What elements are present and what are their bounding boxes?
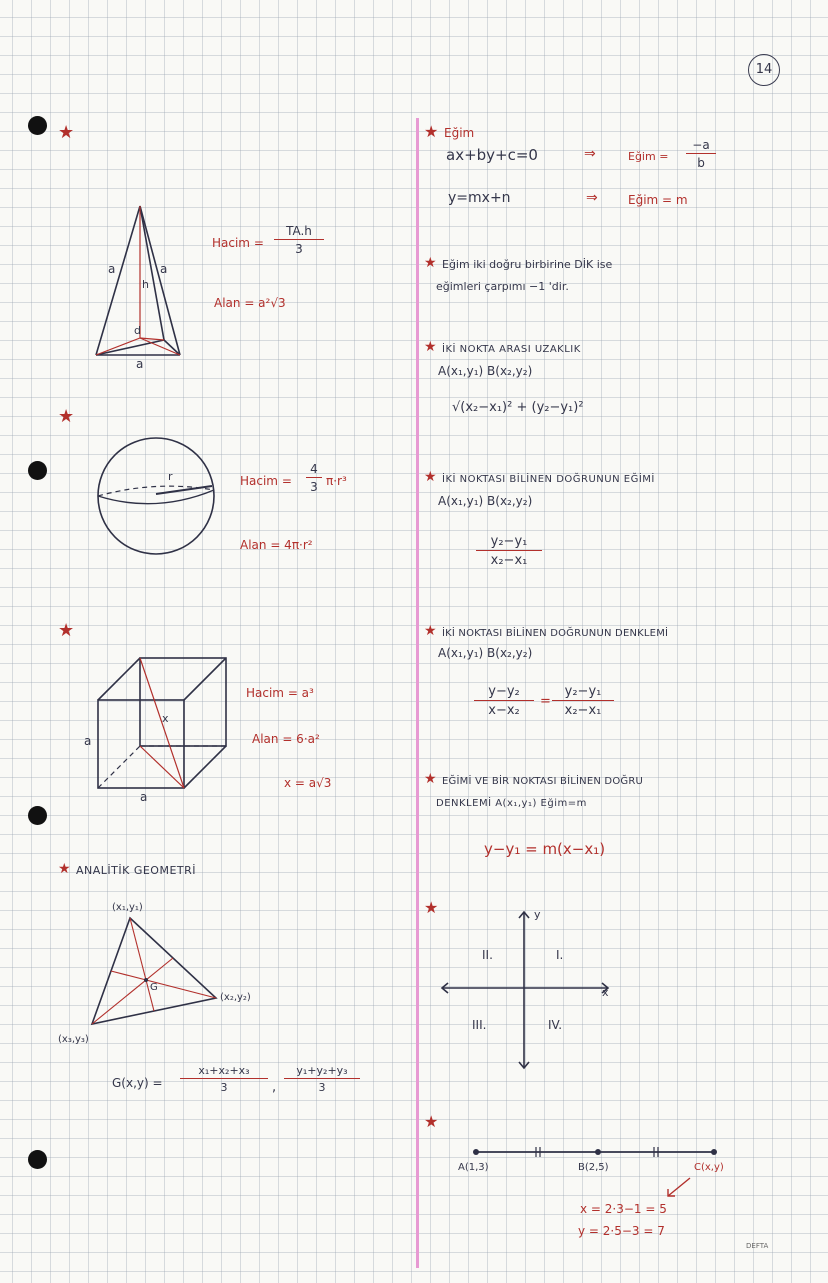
binder-hole: [28, 461, 47, 480]
iki-nokta-egim-title: İKİ NOKTASI BİLİNEN DOĞRUNUN EĞİMİ: [442, 474, 655, 485]
egim-nokta-line1: EĞİMİ VE BİR NOKTASI BİLİNEN DOĞRU: [442, 776, 644, 787]
egim-nokta-formula: y−y₁ = m(x−x₁): [484, 840, 606, 858]
equals-sign: =: [540, 694, 551, 709]
cube-alan: Alan = 6·a²: [252, 732, 320, 746]
star-icon: ★: [58, 861, 71, 877]
page-number: 14: [748, 54, 780, 86]
pyramid-hacim-label: Hacim =: [212, 236, 264, 250]
uzaklik-formula: √(x₂−x₁)² + (y₂−y₁)²: [452, 400, 584, 415]
star-icon: ★: [58, 122, 75, 143]
egim-title: Eğim: [444, 126, 475, 140]
dik-line1: Eğim iki doğru birbirine DİK ise: [442, 258, 613, 271]
pyramid-alan: Alan = a²√3: [214, 296, 286, 310]
comma: ,: [272, 1080, 277, 1095]
margin-line: [416, 118, 419, 1268]
centroid-label: G: [150, 982, 158, 993]
arrow-icon: ⇒: [586, 190, 598, 206]
sphere-alan: Alan = 4π·r²: [240, 538, 313, 552]
centroid-formula-lhs: G(x,y) =: [112, 1076, 163, 1090]
cube-figure: [96, 656, 236, 796]
star-icon: ★: [424, 898, 439, 917]
point-c-label: C(x,y): [694, 1162, 724, 1173]
star-icon: ★: [58, 620, 75, 641]
binder-hole: [28, 116, 47, 135]
cube-base-label: a: [140, 790, 148, 804]
star-icon: ★: [424, 1112, 439, 1131]
pyramid-hacim-fraction: $\frac{TA.h}{3}$: [274, 224, 324, 256]
pointer-arrow: [664, 1176, 694, 1200]
dik-line2: eğimleri çarpımı −1 'dir.: [436, 280, 569, 293]
sphere-hacim-fraction: $\frac{4}{3}$: [306, 462, 322, 494]
quadrant-4-label: IV.: [548, 1018, 563, 1032]
pyramid-d-label: d: [134, 324, 141, 337]
cube-diagonal: x = a√3: [284, 776, 332, 790]
star-icon: ★: [58, 406, 75, 427]
egim-line2-lhs: y=mx+n: [448, 190, 511, 206]
sphere-hacim-label: Hacim =: [240, 474, 292, 488]
vertex-3-label: (x₃,y₃): [58, 1034, 89, 1045]
coordinate-axes: [436, 908, 616, 1072]
brand-logo: DEFTA: [746, 1242, 769, 1250]
y-axis-label: y: [534, 908, 541, 921]
quadrant-1-label: I.: [556, 948, 564, 962]
denklem-right-fraction: $\frac{\text{y₂−y₁}}{\text{x₂−x₁}}$: [552, 684, 614, 718]
quadrant-2-label: II.: [482, 948, 493, 962]
pyramid-height-label: h: [142, 278, 149, 291]
binder-hole: [28, 806, 47, 825]
star-icon: ★: [424, 339, 437, 355]
y-calculation: y = 2·5−3 = 7: [578, 1224, 665, 1238]
pyramid-edge-label: a: [108, 262, 116, 276]
sphere-figure: [96, 436, 218, 558]
sphere-hacim-tail: π·r³: [326, 474, 347, 488]
iki-nokta-egim-fraction: $\frac{\text{y₂−y₁}}{\text{x₂−x₁}}$: [476, 534, 542, 568]
uzaklik-points: A(x₁,y₁) B(x₂,y₂): [438, 364, 533, 378]
iki-nokta-denklem-points: A(x₁,y₁) B(x₂,y₂): [438, 646, 533, 660]
triangle-centroid-figure: [86, 912, 226, 1032]
pyramid-edge-label: a: [160, 262, 168, 276]
x-calculation: x = 2·3−1 = 5: [580, 1202, 667, 1216]
egim-line2-rhs: Eğim = m: [628, 193, 688, 207]
star-icon: ★: [424, 771, 437, 787]
egim-nokta-line2: DENKLEMİ A(x₁,y₁) Eğim=m: [436, 798, 587, 809]
x-axis-label: x: [602, 986, 609, 999]
iki-nokta-denklem-title: İKİ NOKTASI BİLİNEN DOĞRUNUN DENKLEMİ: [442, 628, 669, 639]
star-icon: ★: [424, 469, 437, 485]
egim-fraction: $\frac{-a}{b}$: [686, 138, 716, 170]
analitik-title: ANALİTİK GEOMETRİ: [76, 864, 197, 877]
uzaklik-title: İKİ NOKTA ARASI UZAKLIK: [442, 344, 581, 355]
star-icon: ★: [424, 122, 439, 141]
centroid-y-fraction: $\frac{\text{y₁+y₂+y₃}}{3}$: [284, 1064, 360, 1094]
cube-side-label: a: [84, 734, 92, 748]
egim-line1-lhs: ax+by+c=0: [446, 146, 538, 164]
sphere-radius-label: r: [168, 470, 173, 483]
vertex-1-label: (x₁,y₁): [112, 902, 143, 913]
arrow-icon: ⇒: [584, 146, 596, 162]
vertex-2-label: (x₂,y₂): [220, 992, 251, 1003]
centroid-x-fraction: $\frac{\text{x₁+x₂+x₃}}{3}$: [180, 1064, 268, 1094]
binder-hole: [28, 1150, 47, 1169]
egim-line1-rhs: Eğim =: [628, 150, 669, 163]
point-a-label: A(1,3): [458, 1162, 489, 1173]
star-icon: ★: [424, 623, 437, 639]
star-icon: ★: [424, 255, 437, 271]
denklem-left-fraction: $\frac{\text{y−y₂}}{\text{x−x₂}}$: [474, 684, 534, 718]
cube-hacim: Hacim = a³: [246, 686, 314, 700]
pyramid-base-label: a: [136, 357, 144, 371]
number-line-figure: [470, 1142, 720, 1162]
iki-nokta-egim-points: A(x₁,y₁) B(x₂,y₂): [438, 494, 533, 508]
cube-diag-label: x: [162, 712, 169, 725]
quadrant-3-label: III.: [472, 1018, 487, 1032]
point-b-label: B(2,5): [578, 1162, 609, 1173]
